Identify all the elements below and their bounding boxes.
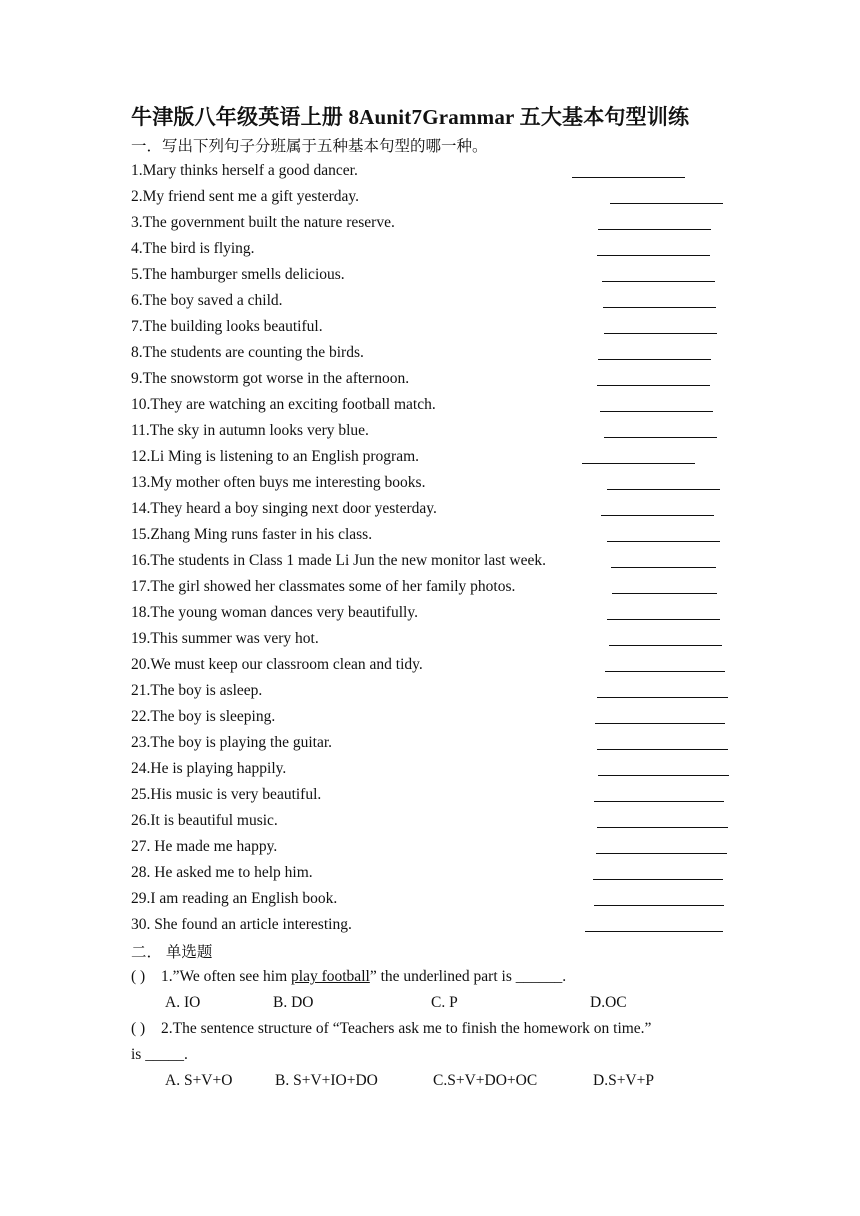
mcq1-option-d[interactable]: D.OC <box>590 994 627 1011</box>
question-text: 23.The boy is playing the guitar. <box>131 734 333 751</box>
question-text: 22.The boy is sleeping. <box>131 708 276 725</box>
question-row <box>131 626 751 652</box>
question-row <box>131 496 751 522</box>
question-row <box>131 782 751 808</box>
answer-parentheses[interactable]: ( ) <box>131 1020 146 1037</box>
question-text: 30. She found an article interesting. <box>131 916 352 933</box>
answer-blank[interactable] <box>572 177 685 178</box>
question-row <box>131 886 751 912</box>
answer-blank[interactable] <box>602 281 715 282</box>
answer-blank[interactable] <box>603 307 716 308</box>
answer-blank[interactable] <box>598 775 729 776</box>
mcq1-option-c[interactable]: C. P <box>431 994 458 1011</box>
answer-blank[interactable] <box>596 853 727 854</box>
section2-heading: 二． 单选题 <box>131 944 213 961</box>
question-row <box>131 236 751 262</box>
answer-blank[interactable] <box>604 333 717 334</box>
question-text: 7.The building looks beautiful. <box>131 318 323 335</box>
question-text: 26.It is beautiful music. <box>131 812 278 829</box>
answer-blank[interactable] <box>604 437 717 438</box>
mcq2-text-line1: 2.The sentence structure of “Teachers ask me to finish the homework on time.” <box>161 1020 652 1037</box>
question-row <box>131 652 751 678</box>
question-row <box>131 418 751 444</box>
answer-blank[interactable] <box>585 931 723 932</box>
answer-blank[interactable] <box>582 463 695 464</box>
question-row <box>131 288 751 314</box>
question-text: 3.The government built the nature reserve. <box>131 214 395 231</box>
answer-blank[interactable] <box>597 827 728 828</box>
answer-blank[interactable] <box>597 255 710 256</box>
question-row <box>131 314 751 340</box>
mcq-question-1 <box>131 968 735 986</box>
answer-blank[interactable] <box>597 697 728 698</box>
question-text: 27. He made me happy. <box>131 838 278 855</box>
question-text: 1.Mary thinks herself a good dancer. <box>131 162 358 179</box>
answer-blank[interactable] <box>600 411 713 412</box>
mcq1-option-b[interactable]: B. DO <box>273 994 314 1011</box>
mcq1-text-after: ” the underlined part is ______. <box>369 968 567 985</box>
question-row <box>131 730 751 756</box>
mcq2-options <box>165 1072 685 1092</box>
question-row <box>131 366 751 392</box>
answer-blank[interactable] <box>594 905 724 906</box>
question-row <box>131 574 751 600</box>
mcq2-text-line2: is _____. <box>131 1046 188 1063</box>
answer-blank[interactable] <box>593 879 723 880</box>
mcq-question-2 <box>131 1020 735 1064</box>
answer-blank[interactable] <box>601 515 714 516</box>
question-text: 12.Li Ming is listening to an English program. <box>131 448 420 465</box>
answer-blank[interactable] <box>611 567 716 568</box>
question-text: 24.He is playing happily. <box>131 760 287 777</box>
mcq1-underlined-part: play football <box>291 968 370 985</box>
answer-blank[interactable] <box>595 723 725 724</box>
question-text: 20.We must keep our classroom clean and tidy. <box>131 656 423 673</box>
page-title: 牛津版八年级英语上册 8Aunit7Grammar 五大基本句型训练 <box>131 105 690 129</box>
section1-heading: 一．写出下列句子分班属于五种基本句型的哪一种。 <box>131 138 488 155</box>
answer-blank[interactable] <box>607 541 720 542</box>
answer-blank[interactable] <box>605 671 725 672</box>
question-text: 11.The sky in autumn looks very blue. <box>131 422 369 439</box>
answer-blank[interactable] <box>607 619 720 620</box>
question-text: 15.Zhang Ming runs faster in his class. <box>131 526 373 543</box>
question-row <box>131 704 751 730</box>
mcq1-options <box>165 994 665 1014</box>
question-row <box>131 392 751 418</box>
question-text: 2.My friend sent me a gift yesterday. <box>131 188 359 205</box>
mcq2-option-c[interactable]: C.S+V+DO+OC <box>433 1072 538 1089</box>
question-text: 14.They heard a boy singing next door yesterday. <box>131 500 437 517</box>
question-row <box>131 444 751 470</box>
answer-blank[interactable] <box>598 359 711 360</box>
question-row <box>131 808 751 834</box>
question-text: 13.My mother often buys me interesting books. <box>131 474 426 491</box>
question-row <box>131 678 751 704</box>
answer-blank[interactable] <box>610 203 723 204</box>
question-text: 18.The young woman dances very beautifully. <box>131 604 418 621</box>
mcq2-option-b[interactable]: B. S+V+IO+DO <box>275 1072 378 1089</box>
question-row <box>131 756 751 782</box>
answer-blank[interactable] <box>609 645 722 646</box>
answer-parentheses[interactable]: ( ) <box>131 968 146 985</box>
answer-blank[interactable] <box>612 593 717 594</box>
question-text: 10.They are watching an exciting football match. <box>131 396 436 413</box>
question-row <box>131 158 751 184</box>
question-row <box>131 600 751 626</box>
question-text: 25.His music is very beautiful. <box>131 786 322 803</box>
mcq2-option-d[interactable]: D.S+V+P <box>593 1072 654 1089</box>
question-text: 6.The boy saved a child. <box>131 292 283 309</box>
answer-blank[interactable] <box>607 489 720 490</box>
question-row <box>131 184 751 210</box>
question-row <box>131 834 751 860</box>
question-row <box>131 860 751 886</box>
question-text: 5.The hamburger smells delicious. <box>131 266 345 283</box>
answer-blank[interactable] <box>598 229 711 230</box>
question-row <box>131 470 751 496</box>
answer-blank[interactable] <box>594 801 724 802</box>
question-text: 8.The students are counting the birds. <box>131 344 364 361</box>
question-text: 19.This summer was very hot. <box>131 630 319 647</box>
question-text: 4.The bird is flying. <box>131 240 255 257</box>
question-text: 29.I am reading an English book. <box>131 890 338 907</box>
answer-blank[interactable] <box>597 749 728 750</box>
question-text: 9.The snowstorm got worse in the afternoon. <box>131 370 410 387</box>
answer-blank[interactable] <box>597 385 710 386</box>
mcq1-text-before: 1.”We often see him <box>161 968 292 985</box>
question-row <box>131 210 751 236</box>
question-text: 28. He asked me to help him. <box>131 864 313 881</box>
question-text: 17.The girl showed her classmates some of her family photos. <box>131 578 516 595</box>
mcq2-option-a[interactable]: A. S+V+O <box>165 1072 233 1089</box>
question-row <box>131 912 751 938</box>
question-row <box>131 340 751 366</box>
question-row <box>131 262 751 288</box>
question-text: 21.The boy is asleep. <box>131 682 263 699</box>
question-list <box>131 158 751 938</box>
question-row <box>131 548 751 574</box>
mcq1-option-a[interactable]: A. IO <box>165 994 201 1011</box>
question-text: 16.The students in Class 1 made Li Jun the new monitor last week. <box>131 552 546 569</box>
question-row <box>131 522 751 548</box>
